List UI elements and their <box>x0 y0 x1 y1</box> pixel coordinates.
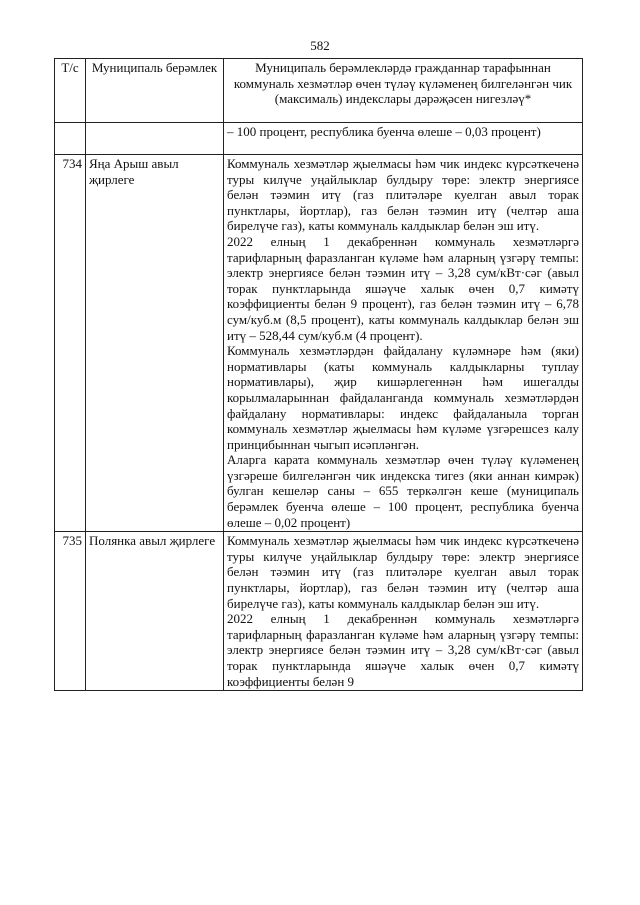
row-municipality: Полянка авыл җирлеге <box>86 532 224 691</box>
row-municipality: Яңа Арыш авыл җирлеге <box>86 155 224 532</box>
row-basis <box>224 532 583 691</box>
basis-paragraph: Коммуналь хезмәтләрдән файдалану күләмнәре һәм (яки) нормативлары (каты коммуналь калдыкларны туплау нормативлары), җир кишәрлегеннән һәм ишегалды корылмаларыннан файдаланганда коммуналь хезмәтләрдән файдалану нормативлары: индекс файдаланыла торган коммуналь хезмәтләр җыелмасы һәм күләме үзгәрешсез калу принцибыннан чыгып исәпләнгән. <box>227 343 579 452</box>
table-row <box>55 155 583 532</box>
table-header-row <box>55 59 583 123</box>
continuation-num <box>55 123 86 155</box>
continuation-row <box>55 123 583 155</box>
basis-paragraph: 2022 елның 1 декабреннән коммуналь хезмәтләргә тарифларның фаразланган күләме һәм аларның үзгәрү темпы: электр энергиясе белән тәэмин итү – 3,28 сум/кВт·сәг (авыл торак пунктларында яшәүче халык өчен 0,7 кимәтү коэффициенты белән 9 <box>227 611 579 689</box>
basis-paragraph: Коммуналь хезмәтләр җыелмасы һәм чик индекс күрсәткеченә туры килүче уңайлыклар булдыру төре: электр энергиясе белән тәэмин итү (газ плитәләре куелган авыл торак пунктлары, йортлар), газ белән тәэмин итү (челтәр аша бирелүче газ), каты коммуналь калдыклар белән эш итү. <box>227 533 579 611</box>
page-number: 582 <box>310 38 330 53</box>
header-basis: Муниципаль берәмлекләрдә гражданнар тарафыннан коммуналь хезмәтләр өчен түләү күләменең билгеләнгән чик (максималь) индекслары дәрәҗәсен нигезләү* <box>224 59 583 123</box>
header-num: Т/с <box>55 59 86 123</box>
row-basis <box>224 155 583 532</box>
basis-paragraph: 2022 елның 1 декабреннән коммуналь хезмәтләргә тарифларның фаразланган күләме һәм аларның үзгәрү темпы: электр энергиясе белән тәэмин итү – 3,28 сум/кВт·сәг (авыл торак пунктларында яшәүче халык өчен 0,7 кимәтү коэффициенты белән 9 процент), газ белән тәэмин итү – 6,78 сум/куб.м (8,5 процент), каты коммуналь калдыклар белән эш итү – 528,44 сум/куб.м (4 процент). <box>227 233 579 343</box>
header-municipality: Муниципаль берәмлек <box>86 59 224 123</box>
basis-paragraph: Аларга карата коммуналь хезмәтләр өчен түләү күләменең үзгәреше билгеләнгән чик индекска тигез (яки аннан кимрәк) булган кешеләр саны – 655 теркәлгән кеше (муниципаль берәмлек буенча өлеше – 100 процент, республика буенча өлеше – 0,02 процент) <box>227 452 579 530</box>
row-num: 734 <box>55 155 86 532</box>
continuation-text: – 100 процент, республика буенча өлеше – 0,03 процент) <box>224 123 583 155</box>
index-table <box>54 58 583 691</box>
table-row <box>55 532 583 691</box>
basis-paragraph: Коммуналь хезмәтләр җыелмасы һәм чик индекс күрсәткеченә туры килүче уңайлыклар булдыру төре: электр энергиясе белән тәэмин итү (газ плитәләре куелган авыл торак пунктлары, йортлар), газ белән тәэмин итү (челтәр аша бирелүче газ), каты коммуналь калдыклар белән эш итү. <box>227 156 579 234</box>
continuation-municipality <box>86 123 224 155</box>
row-num: 735 <box>55 532 86 691</box>
